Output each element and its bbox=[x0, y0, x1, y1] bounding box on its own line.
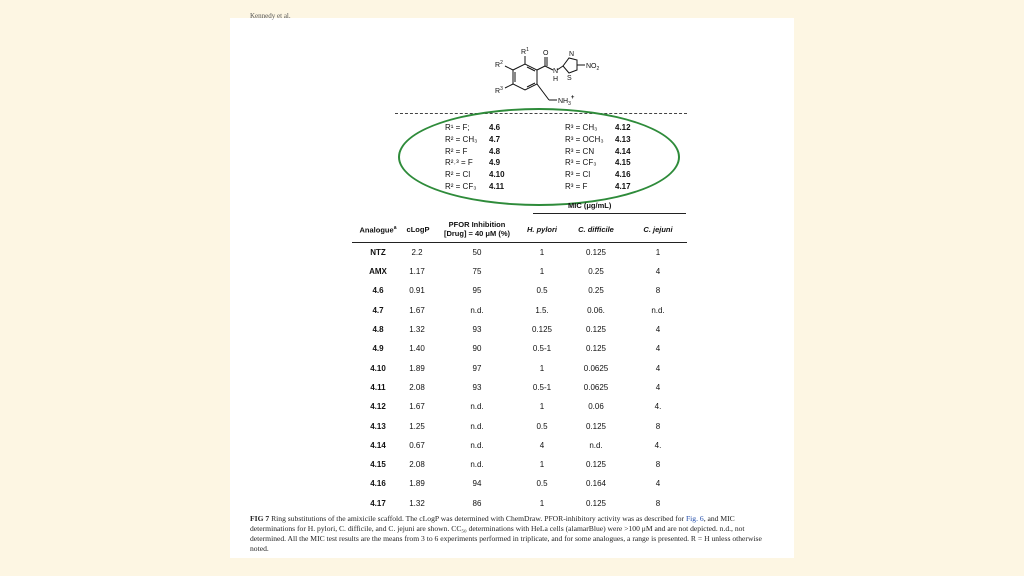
substituent-label: R²˒³ = F bbox=[445, 158, 473, 168]
substituent-label: R³ = CH₃ bbox=[565, 123, 598, 132]
cell-cjejuni: 4. bbox=[654, 441, 662, 450]
cell-pfor: n.d. bbox=[470, 460, 484, 469]
mic-group-header: MIC (μg/mL) bbox=[568, 201, 612, 210]
substituent-row bbox=[445, 122, 505, 134]
compound-number: 4.14 bbox=[615, 146, 631, 156]
substituent-row bbox=[445, 169, 505, 181]
cell-clogp: 1.89 bbox=[409, 479, 425, 488]
cell-cjejuni: 4 bbox=[655, 479, 661, 488]
thiazole-s-label: S bbox=[567, 75, 572, 82]
cell-pfor: n.d. bbox=[470, 422, 484, 431]
table-row bbox=[230, 306, 794, 320]
cell-analogue: 4.12 bbox=[370, 402, 386, 411]
substituent-row bbox=[565, 134, 631, 146]
r2-label: $R^2$ bbox=[495, 60, 503, 69]
table-row bbox=[230, 364, 794, 378]
table-row bbox=[230, 499, 794, 513]
cell-hpylori: 0.5 bbox=[536, 422, 548, 431]
cell-cjejuni: 4. bbox=[654, 402, 662, 411]
cell-clogp: 0.91 bbox=[409, 286, 425, 295]
thiazole-n-label: N bbox=[569, 51, 575, 58]
cell-pfor: 86 bbox=[472, 499, 482, 508]
substituent-label: R³ = F bbox=[565, 181, 588, 191]
substituent-list-left bbox=[445, 122, 505, 193]
substituent-row bbox=[445, 134, 505, 146]
cell-cjejuni: n.d. bbox=[651, 306, 665, 315]
cell-analogue: 4.16 bbox=[370, 479, 386, 488]
cell-pfor: 93 bbox=[472, 383, 482, 392]
figure-link[interactable]: Fig. 6 bbox=[685, 514, 704, 523]
col-header-clogp: cLogP bbox=[406, 225, 430, 234]
cell-cdifficile: 0.125 bbox=[585, 248, 607, 257]
cell-analogue: 4.11 bbox=[370, 383, 386, 392]
table-row bbox=[230, 460, 794, 474]
nitro-label: $NO_2$ bbox=[586, 63, 600, 72]
cell-hpylori: 0.5 bbox=[536, 286, 548, 295]
cell-hpylori: 1 bbox=[539, 248, 545, 257]
cell-cjejuni: 4 bbox=[655, 383, 661, 392]
col-header-cjejuni: C. jejuni bbox=[643, 225, 673, 234]
cell-cdifficile: 0.25 bbox=[588, 267, 604, 276]
cell-pfor: n.d. bbox=[470, 402, 484, 411]
col-header-hpylori: H. pylori bbox=[526, 225, 557, 234]
cell-hpylori: 1 bbox=[539, 267, 545, 276]
journal-page bbox=[230, 12, 794, 558]
cell-pfor: 95 bbox=[472, 286, 482, 295]
cell-pfor: n.d. bbox=[470, 441, 484, 450]
col-header-cdifficile: C. difficile bbox=[578, 225, 614, 234]
r3-label: $R^3$ bbox=[495, 86, 503, 95]
compound-number: 4.8 bbox=[489, 146, 501, 156]
cell-clogp: 1.40 bbox=[409, 344, 425, 353]
compound-number: 4.7 bbox=[489, 134, 501, 144]
cell-analogue: 4.17 bbox=[370, 499, 386, 508]
mic-group-rule bbox=[533, 213, 686, 214]
cell-cdifficile: 0.25 bbox=[588, 286, 604, 295]
cell-analogue: 4.13 bbox=[370, 422, 386, 431]
substituent-label: R² = CH₃ bbox=[445, 134, 478, 144]
substituent-label: R² = CF₃ bbox=[445, 181, 477, 191]
oxygen-label: O bbox=[543, 50, 549, 57]
table-row bbox=[230, 344, 794, 358]
cell-analogue: 4.14 bbox=[370, 441, 386, 450]
table-row bbox=[230, 286, 794, 300]
cell-clogp: 1.32 bbox=[409, 325, 425, 334]
cell-cdifficile: 0.125 bbox=[585, 499, 607, 508]
cell-analogue: NTZ bbox=[370, 248, 386, 257]
col-header-analogue: Analogue$^a$ bbox=[359, 225, 397, 235]
cell-analogue: 4.8 bbox=[372, 325, 384, 334]
cell-analogue: AMX bbox=[369, 267, 387, 276]
cell-cjejuni: 4 bbox=[655, 325, 661, 334]
table-row bbox=[230, 422, 794, 436]
substituent-label: R² = F bbox=[445, 146, 468, 156]
cell-hpylori: 1 bbox=[539, 402, 545, 411]
r1-label: $R^1$ bbox=[521, 47, 529, 56]
substituent-label: R³ = CN bbox=[565, 146, 595, 156]
col-header-pfor bbox=[436, 220, 518, 238]
header-rule bbox=[352, 242, 687, 243]
cell-cdifficile: 0.125 bbox=[585, 325, 607, 334]
ammonium-label: $NH_3+$ bbox=[558, 95, 575, 107]
substituent-label: R² = Cl bbox=[445, 170, 471, 180]
cell-cdifficile: 0.0625 bbox=[583, 383, 609, 392]
cell-cjejuni: 4 bbox=[655, 344, 661, 353]
cell-pfor: 97 bbox=[472, 364, 482, 373]
cell-hpylori: 1 bbox=[539, 460, 545, 469]
cell-clogp: 1.67 bbox=[409, 306, 425, 315]
substituent-label: R³ = Cl bbox=[565, 170, 591, 180]
substituent-label: R³ = CF₃ bbox=[565, 158, 597, 168]
cell-pfor: 75 bbox=[472, 267, 482, 276]
table-row bbox=[230, 383, 794, 397]
cell-hpylori: 1.5. bbox=[535, 306, 549, 315]
caption-text-part1: Ring substitutions of the amixicile scaffold. The cLogP was determined with ChemDraw. PFOR-inhibitory activity was as described for bbox=[269, 514, 686, 523]
cell-cdifficile: 0.06 bbox=[588, 402, 604, 411]
cell-cjejuni: 8 bbox=[655, 286, 661, 295]
cell-hpylori: 1 bbox=[539, 499, 545, 508]
cell-cdifficile: 0.164 bbox=[585, 479, 607, 488]
cell-clogp: 1.25 bbox=[409, 422, 425, 431]
cell-cdifficile: 0.06. bbox=[587, 306, 605, 315]
substituent-list-right bbox=[565, 122, 631, 193]
table-row bbox=[230, 325, 794, 339]
cell-pfor: 90 bbox=[472, 344, 482, 353]
figure-caption bbox=[250, 514, 778, 554]
table-row bbox=[230, 248, 794, 262]
cell-hpylori: 4 bbox=[539, 441, 545, 450]
cell-cdifficile: 0.125 bbox=[585, 460, 607, 469]
substituent-label: R¹ = F; bbox=[445, 123, 470, 132]
cell-analogue: 4.15 bbox=[370, 460, 386, 469]
substituent-row bbox=[565, 122, 631, 134]
cell-pfor: 50 bbox=[472, 248, 482, 257]
cell-pfor: 94 bbox=[472, 479, 482, 488]
table-row bbox=[230, 441, 794, 455]
compound-number: 4.9 bbox=[489, 158, 501, 168]
substituent-row bbox=[445, 146, 505, 158]
substituent-row bbox=[565, 181, 631, 193]
compound-number: 4.13 bbox=[615, 134, 631, 144]
compound-number: 4.10 bbox=[489, 170, 505, 180]
cell-clogp: 0.67 bbox=[409, 441, 425, 450]
substituent-row bbox=[565, 169, 631, 181]
cell-hpylori: 0.5 bbox=[536, 479, 548, 488]
highlight-ellipse bbox=[398, 108, 680, 206]
cell-analogue: 4.7 bbox=[372, 306, 384, 315]
cell-hpylori: 0.5-1 bbox=[532, 383, 552, 392]
cell-analogue: 4.10 bbox=[370, 364, 386, 373]
pfor-header-line1: PFOR Inhibition bbox=[448, 220, 506, 229]
compound-number: 4.15 bbox=[615, 158, 631, 168]
cell-clogp: 2.08 bbox=[409, 383, 425, 392]
cell-clogp: 1.32 bbox=[409, 499, 425, 508]
cell-clogp: 1.17 bbox=[409, 267, 425, 276]
compound-number: 4.17 bbox=[615, 181, 631, 191]
cell-analogue: 4.9 bbox=[372, 344, 384, 353]
cell-cjejuni: 8 bbox=[655, 422, 661, 431]
cell-cdifficile: 0.125 bbox=[585, 344, 607, 353]
cell-cjejuni: 8 bbox=[655, 460, 661, 469]
cell-cdifficile: n.d. bbox=[589, 441, 603, 450]
cell-hpylori: 1 bbox=[539, 364, 545, 373]
pfor-header-line2: [Drug] = 40 μM (%) bbox=[443, 229, 511, 238]
cell-cjejuni: 1 bbox=[655, 248, 661, 257]
substituent-row bbox=[565, 157, 631, 169]
compound-number: 4.11 bbox=[489, 181, 505, 191]
running-head: Kennedy et al. bbox=[250, 12, 291, 20]
substituent-row bbox=[445, 181, 505, 193]
substituent-label: R³ = OCH₃ bbox=[565, 134, 604, 144]
cell-clogp: 1.67 bbox=[409, 402, 425, 411]
cell-cdifficile: 0.0625 bbox=[583, 364, 609, 373]
cell-cjejuni: 8 bbox=[655, 499, 661, 508]
caption-text-part2: , and MIC determinations for H. pylori, C. difficile, and C. jejuni are shown. CC₅₀ determinations with HeLa cells (alamarBlue) were >100 μM and are not depicted. n.d., not determined. All the MIC test results are the means from 3 to 6 experiments performed in triplicate, and for some analogues, a range is presented. R = H unless otherwise noted. bbox=[250, 514, 762, 553]
compound-number: 4.12 bbox=[615, 123, 631, 132]
cell-cjejuni: 4 bbox=[655, 364, 661, 373]
compound-number: 4.6 bbox=[489, 123, 501, 132]
cell-cjejuni: 4 bbox=[655, 267, 661, 276]
cell-pfor: 93 bbox=[472, 325, 482, 334]
cell-hpylori: 0.5-1 bbox=[532, 344, 552, 353]
figure-label: FIG 7 bbox=[250, 514, 270, 523]
cell-clogp: 2.08 bbox=[409, 460, 425, 469]
table-row bbox=[230, 267, 794, 281]
table-row bbox=[230, 402, 794, 416]
cell-cdifficile: 0.125 bbox=[585, 422, 607, 431]
compound-number: 4.16 bbox=[615, 170, 631, 180]
amide-h-label: H bbox=[553, 76, 559, 83]
cell-analogue: 4.6 bbox=[372, 286, 384, 295]
cell-clogp: 2.2 bbox=[411, 248, 423, 257]
amide-n-label: N bbox=[553, 68, 559, 75]
table-row bbox=[230, 479, 794, 493]
substituent-row bbox=[445, 157, 505, 169]
cell-pfor: n.d. bbox=[470, 306, 484, 315]
substituent-row bbox=[565, 146, 631, 158]
cell-hpylori: 0.125 bbox=[531, 325, 553, 334]
cell-clogp: 1.89 bbox=[409, 364, 425, 373]
